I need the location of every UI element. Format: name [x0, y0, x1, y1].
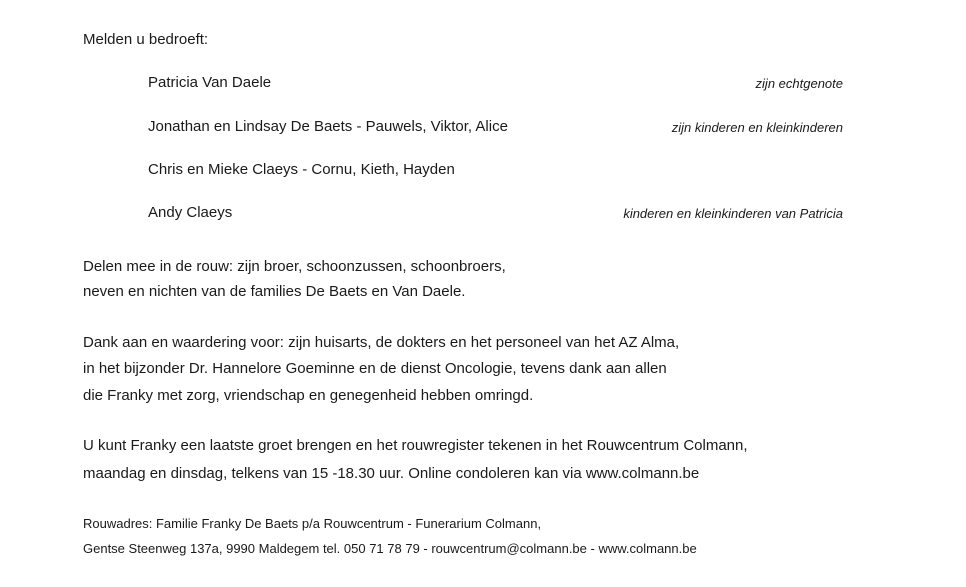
thanks-line: die Franky met zorg, vriendschap en genegenheid hebben omringd.	[83, 387, 534, 404]
family-member-name: Patricia Van Daele	[148, 74, 272, 91]
address-line: Rouwadres: Familie Franky De Baets p/a Rouwcentrum - Funerarium Colmann,	[83, 516, 542, 531]
family-relation: kinderen en kleinkinderen van Patricia	[623, 206, 843, 221]
visit-line: U kunt Franky een laatste groet brengen en het rouwregister tekenen in het Rouwcentrum Colmann,	[83, 437, 748, 454]
family-relation: zijn kinderen en kleinkinderen	[671, 120, 843, 135]
family-member-name: Jonathan en Lindsay De Baets - Pauwels, Viktor, Alice	[148, 118, 508, 135]
mourning-line: Delen mee in de rouw: zijn broer, schoonzussen, schoonbroers,	[83, 258, 506, 275]
visit-line: maandag en dinsdag, telkens van 15 -18.30 uur. Online condoleren kan via www.colmann.be	[83, 465, 700, 482]
family-member-name: Chris en Mieke Claeys - Cornu, Kieth, Hayden	[148, 161, 455, 178]
thanks-line: Dank aan en waardering voor: zijn huisarts, de dokters en het personeel van het AZ Alma,	[83, 334, 680, 351]
family-relation: zijn echtgenote	[755, 76, 843, 91]
thanks-line: in het bijzonder Dr. Hannelore Goeminne en de dienst Oncologie, tevens dank aan allen	[83, 360, 667, 377]
intro-text: Melden u bedroeft:	[83, 31, 209, 48]
address-line: Gentse Steenweg 137a, 9990 Maldegem tel. 050 71 78 79 - rouwcentrum@colmann.be - www.colmann.be	[83, 541, 697, 556]
family-member-name: Andy Claeys	[148, 204, 233, 221]
mourning-line: neven en nichten van de families De Baets en Van Daele.	[83, 283, 466, 300]
